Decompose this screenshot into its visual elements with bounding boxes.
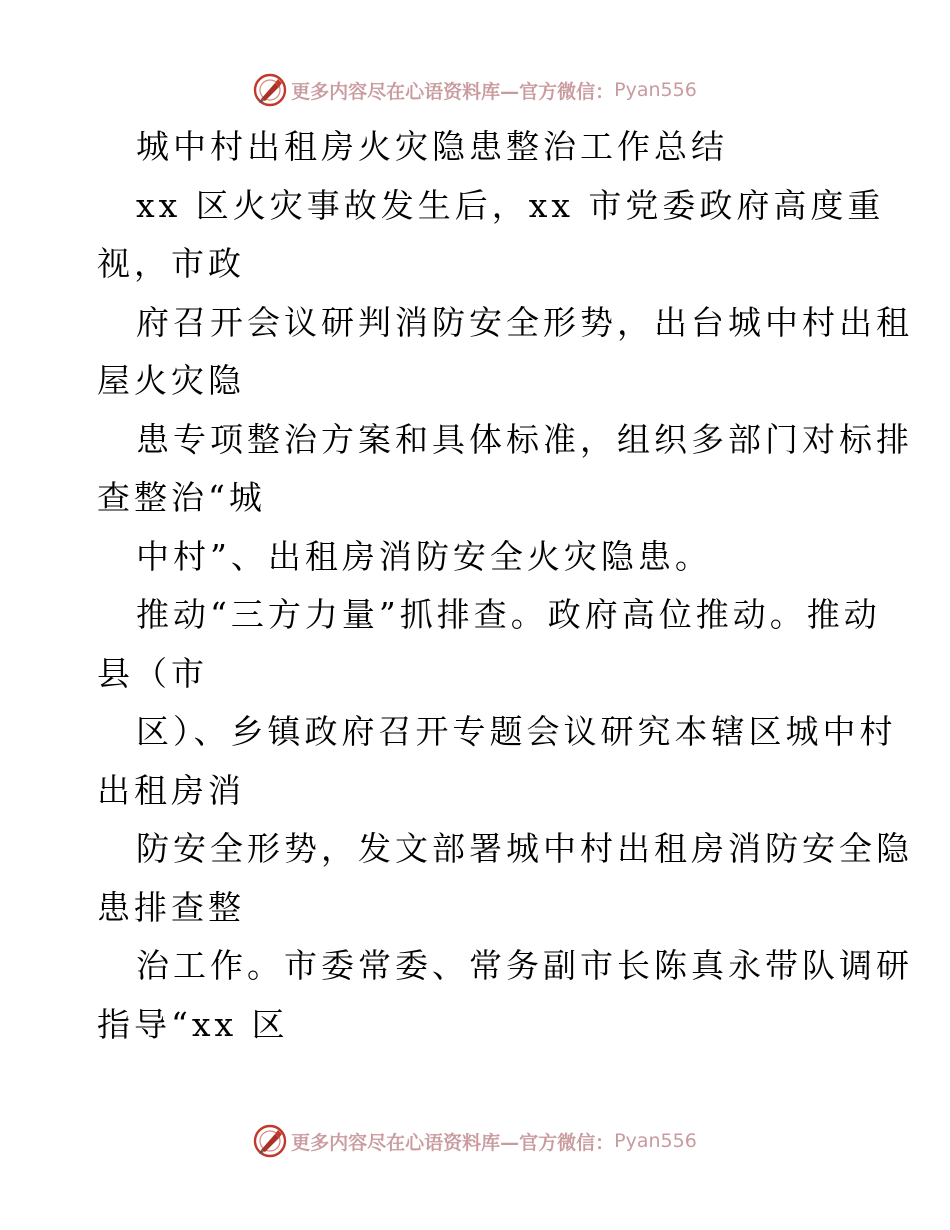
paragraph-line: 防安全形势，发文部署城中村出租房消防安全隐 — [136, 829, 913, 868]
paragraph-line: 屋火灾隐 — [97, 361, 245, 400]
paragraph-line: 查整治“城 — [97, 478, 266, 517]
paragraph-line: 指导“xx 区 — [97, 1005, 289, 1044]
watermark-text: 更多内容尽在心语资料库—官方微信： — [291, 1131, 615, 1154]
watermark-text: 更多内容尽在心语资料库—官方微信： — [291, 80, 615, 103]
document-title: 城中村出租房火灾隐患整治工作总结 — [136, 127, 728, 166]
paragraph-line: 区）、乡镇政府召开专题会议研究本辖区城中村 — [136, 712, 897, 751]
watermark-wechat-id: Pyan556 — [614, 1130, 697, 1152]
paragraph-line: 推动“三方力量”抓排查。政府高位推动。推动 — [136, 595, 881, 634]
paragraph-line: 出租房消 — [97, 771, 245, 810]
paragraph-line: 治工作。市委常委、常务副市长陈真永带队调研 — [136, 946, 913, 985]
paragraph-line: 患排查整 — [97, 888, 245, 927]
paragraph-line: 府召开会议研判消防安全形势，出台城中村出租 — [136, 303, 913, 342]
paragraph-line: 中村”、出租房消防安全火灾隐患。 — [136, 537, 712, 576]
paragraph-line: 视，市政 — [97, 244, 245, 283]
paragraph-line: 县（市 — [97, 654, 208, 693]
paragraph-line: xx 区火灾事故发生后，xx 市党委政府高度重 — [136, 186, 885, 225]
watermark-banner-bottom — [0, 1121, 950, 1161]
paragraph-line: 患专项整治方案和具体标准，组织多部门对标排 — [136, 420, 913, 459]
pen-logo-icon — [253, 1124, 287, 1158]
watermark-wechat-id: Pyan556 — [614, 79, 697, 101]
